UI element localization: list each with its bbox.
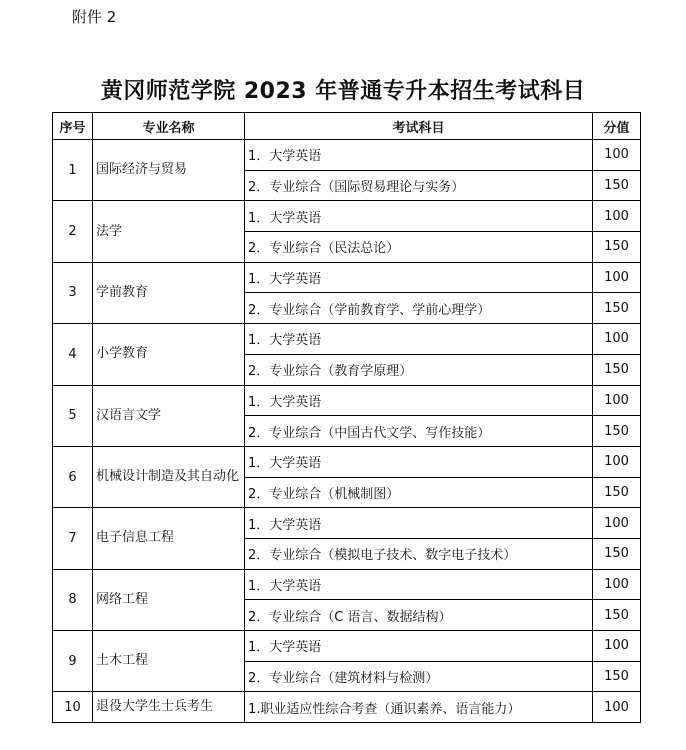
row-score: 150 — [593, 232, 641, 263]
row-seq: 8 — [53, 569, 93, 630]
attachment-label: 附件 2 — [72, 8, 117, 26]
row-major: 学前教育 — [93, 262, 245, 323]
row-score: 100 — [593, 631, 641, 662]
row-subject: 1．大学英语 — [245, 262, 593, 293]
row-score: 150 — [593, 538, 641, 569]
row-subject: 1．大学英语 — [245, 446, 593, 477]
row-subject: 1．大学英语 — [245, 201, 593, 232]
row-seq: 3 — [53, 262, 93, 323]
row-subject: 1．大学英语 — [245, 631, 593, 662]
row-score: 150 — [593, 354, 641, 385]
table-row — [53, 569, 641, 600]
row-subject: 1．大学英语 — [245, 508, 593, 539]
table-row — [53, 201, 641, 232]
row-score: 150 — [593, 170, 641, 201]
row-seq: 5 — [53, 385, 93, 446]
row-score: 150 — [593, 293, 641, 324]
row-score: 150 — [593, 600, 641, 631]
row-seq: 6 — [53, 446, 93, 507]
table-body — [53, 140, 641, 723]
row-seq: 1 — [53, 140, 93, 201]
row-seq: 2 — [53, 201, 93, 262]
row-major: 土木工程 — [93, 631, 245, 692]
row-subject: 1．大学英语 — [245, 140, 593, 171]
header-seq: 序号 — [53, 113, 93, 140]
table-row — [53, 324, 641, 355]
row-score: 100 — [593, 201, 641, 232]
row-score: 100 — [593, 262, 641, 293]
row-subject: 2．专业综合（国际贸易理论与实务） — [245, 170, 593, 201]
row-subject: 1.职业适应性综合考查（通识素养、语言能力） — [245, 692, 593, 723]
row-subject: 2．专业综合（学前教育学、学前心理学） — [245, 293, 593, 324]
row-score: 150 — [593, 477, 641, 508]
table-row — [53, 446, 641, 477]
exam-subjects-table — [52, 112, 641, 723]
table-row — [53, 508, 641, 539]
row-seq: 7 — [53, 508, 93, 569]
table-row — [53, 262, 641, 293]
row-subject: 2．专业综合（中国古代文学、写作技能） — [245, 416, 593, 447]
row-score: 100 — [593, 446, 641, 477]
row-score: 100 — [593, 692, 641, 723]
row-subject: 2．专业综合（民法总论） — [245, 232, 593, 263]
row-major: 法学 — [93, 201, 245, 262]
row-subject: 1．大学英语 — [245, 569, 593, 600]
header-major: 专业名称 — [93, 113, 245, 140]
header-subjects: 考试科目 — [245, 113, 593, 140]
row-major: 汉语言文学 — [93, 385, 245, 446]
row-major: 国际经济与贸易 — [93, 140, 245, 201]
table-header-row — [53, 113, 641, 140]
row-major: 小学教育 — [93, 324, 245, 385]
page-title: 黄冈师范学院 2023 年普通专升本招生考试科目 — [100, 79, 586, 104]
row-subject: 2．专业综合（模拟电子技术、数字电子技术） — [245, 538, 593, 569]
row-score: 100 — [593, 324, 641, 355]
row-score: 100 — [593, 569, 641, 600]
row-subject: 2．专业综合（建筑材料与检测） — [245, 661, 593, 692]
table-row — [53, 692, 641, 723]
table-row — [53, 140, 641, 171]
row-score: 150 — [593, 416, 641, 447]
table-row — [53, 631, 641, 662]
row-subject: 2．专业综合（教育学原理） — [245, 354, 593, 385]
row-major: 机械设计制造及其自动化 — [93, 446, 245, 507]
row-seq: 10 — [53, 692, 93, 723]
row-score: 100 — [593, 508, 641, 539]
row-major: 退役大学生士兵考生 — [93, 692, 245, 723]
row-seq: 9 — [53, 631, 93, 692]
row-score: 100 — [593, 140, 641, 171]
row-major: 网络工程 — [93, 569, 245, 630]
table-row — [53, 385, 641, 416]
header-score: 分值 — [593, 113, 641, 140]
row-major: 电子信息工程 — [93, 508, 245, 569]
row-score: 100 — [593, 385, 641, 416]
row-subject: 1．大学英语 — [245, 385, 593, 416]
row-subject: 2．专业综合（机械制图） — [245, 477, 593, 508]
row-subject: 2．专业综合（C 语言、数据结构） — [245, 600, 593, 631]
row-seq: 4 — [53, 324, 93, 385]
row-score: 150 — [593, 661, 641, 692]
row-subject: 1．大学英语 — [245, 324, 593, 355]
